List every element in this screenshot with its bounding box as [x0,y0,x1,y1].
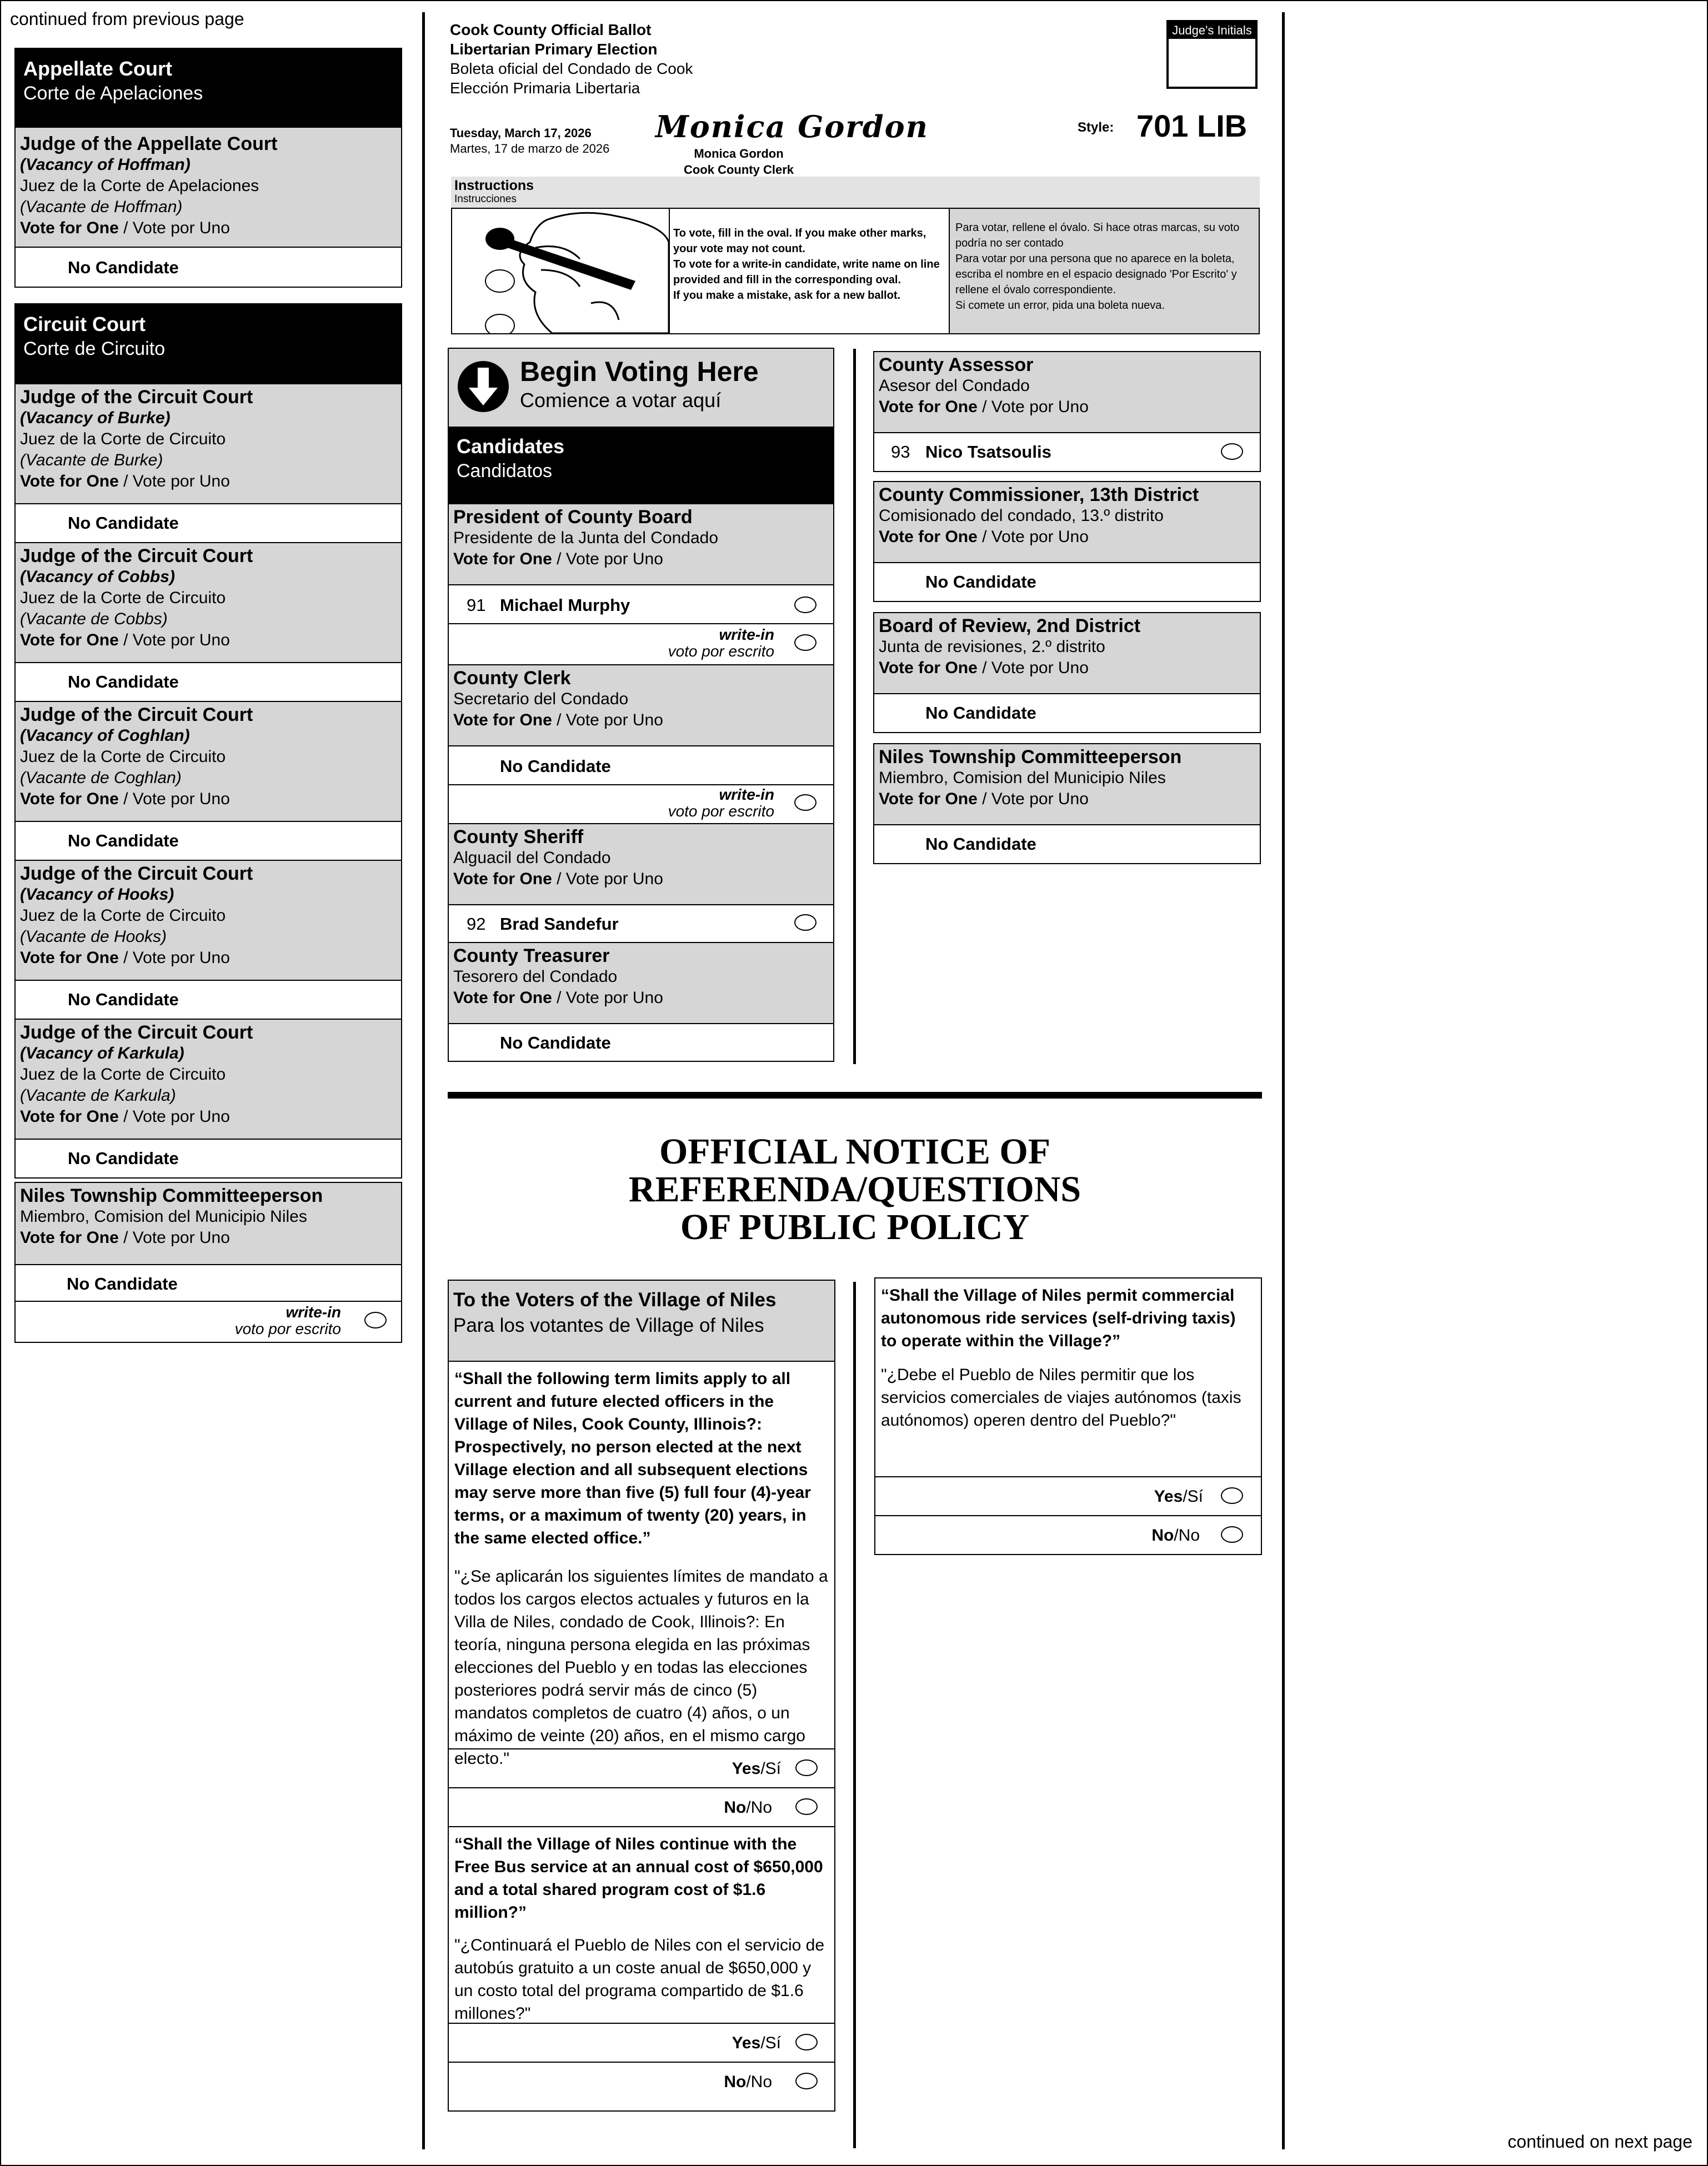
race-title-es: Miembro, Comision del Municipio Niles [20,1207,307,1226]
race-title-es: Alguacil del Condado [453,849,611,867]
race-title-es: Juez de la Corte de Circuito [20,430,226,448]
instruction-es-line: Para votar por una persona que no aparece en la boleta, escriba el nombre en el espacio designado 'Por Escrito' y rellene el óvalo correspondiente. [955,253,1237,296]
race-title-es: Secretario del Condado [453,690,629,708]
county-treasurer-race [448,943,834,1062]
vote-oval[interactable] [1221,1487,1243,1504]
race-title-es: Presidente de la Junta del Condado [453,529,719,547]
appellate-court-section [14,48,402,288]
race-vacancy-es: (Vacante de Hooks) [20,927,167,946]
race-spacer [873,602,1261,612]
instructions-en [673,225,951,303]
candidate-row [16,504,401,541]
circuit-race [14,384,402,543]
candidate-name: Brad Sandefur [500,914,619,934]
race-title: County Sheriff [453,826,584,848]
section-header [16,304,401,388]
clerk-name: Monica Gordon [694,147,784,161]
candidate-row [449,746,833,785]
race-title-es: Juez de la Corte de Circuito [20,748,226,766]
no-candidate-label: No Candidate [67,1274,178,1293]
instructions-es [949,209,1259,333]
race-title: Niles Township Committeeperson [879,746,1182,768]
race-header [16,128,401,248]
race-header [874,352,1260,433]
county-commissioner-race [873,481,1261,602]
candidate-row [874,694,1260,731]
question-2 [449,1826,834,2023]
column-divider [1282,12,1285,2149]
referenda-col3 [874,1277,1262,1555]
race-title-es: Juez de la Corte de Circuito [20,906,226,925]
race-title: Judge of the Circuit Court [20,863,253,884]
vote-oval[interactable] [1221,1526,1243,1543]
race-title-es: Juez de la Corte de Apelaciones [20,177,259,195]
no-option[interactable] [449,2062,834,2100]
vote-instruction: Vote for One / Vote por Uno [20,631,230,649]
vote-oval[interactable] [795,2073,818,2089]
vote-instruction: Vote for One / Vote por Uno [879,790,1089,808]
continued-on-label: continued on next page [1507,2132,1692,2152]
ballot-title: Cook County Official Ballot [450,21,652,38]
race-header [16,861,401,981]
yes-option[interactable] [449,2023,834,2062]
candidate-number: 93 [891,442,910,462]
race-title: Judge of the Circuit Court [20,545,253,566]
instruction-en-line: To vote, fill in the oval. If you make other marks, your vote may not count. [673,227,926,255]
referenda-divider [448,1092,1262,1099]
circuit-races [14,384,402,1179]
circuit-race [14,702,402,861]
race-title-es: Juez de la Corte de Circuito [20,589,226,607]
niles-township-race [873,743,1261,864]
section-title: Circuit Court [23,313,146,335]
race-header [16,384,401,504]
race-title: Judge of the Circuit Court [20,1022,253,1043]
circuit-race [14,543,402,702]
ballot-title-es: Boleta oficial del Condado de Cook [450,60,693,77]
race-title-es: Asesor del Condado [879,377,1030,395]
begin-voting-header [448,348,834,504]
referenda-heading-line: REFERENDA/QUESTIONS [628,1169,1081,1210]
yes-label: Yes/Sí [732,2034,781,2052]
question-text-en: “Shall the Village of Niles permit commercial autonomous ride services (self-driving taxis) to operate within the Village?” [881,1286,1236,1350]
to-voters-title: To the Voters of the Village of Niles [453,1289,777,1311]
section-title-es: Corte de Circuito [23,338,166,359]
county-assessor-race [873,351,1261,472]
race-title: County Treasurer [453,945,610,966]
vote-oval[interactable] [794,914,817,931]
circuit-race [14,861,402,1020]
race-title: County Clerk [453,668,571,689]
race-header [874,744,1260,825]
clerk-signature: Monica Gordon [655,109,929,144]
section-title-es: Corte de Apelaciones [23,83,203,104]
no-candidate-label: No Candidate [68,1149,179,1168]
no-label: No/No [724,1798,772,1817]
vote-instruction: Vote for One / Vote por Uno [879,659,1089,677]
style-value: 701 LIB [1136,108,1248,143]
col2-races [448,504,834,1062]
candidate-row [16,663,401,700]
vote-oval[interactable] [795,1759,818,1776]
date-es: Martes, 17 de marzo de 2026 [450,142,610,156]
yes-option[interactable] [875,1476,1261,1515]
race-vacancy-es: (Vacante de Karkula) [20,1086,176,1105]
continued-from-label: continued from previous page [10,9,244,29]
date-en: Tuesday, March 17, 2026 [450,126,592,140]
question-text-en: “Shall the following term limits apply to all current and future elected officers in the Village of Niles, Cook County, Illinois?: Prospectively, no person elected at the next Village election and all subsequent elections may serve more than five (5) full four (4)-year terms, or a maximum of twenty (20) years, in the same elected office.” [454,1370,811,1547]
instruction-en-line: If you make a mistake, ask for a new ballot. [673,289,901,302]
referenda-heading-line: OF PUBLIC POLICY [680,1207,1030,1247]
county-sheriff-race [448,824,834,943]
race-title: County Assessor [879,354,1034,375]
question-text-es: "¿Debe el Pueblo de Niles permitir que los servicios comerciales de viajes autónomos (taxis autónomos) operen dentro del Pueblo?" [881,1366,1241,1430]
county-clerk-race [448,665,834,824]
instruction-es-line: Para votar, rellene el óvalo. Si hace otras marcas, su voto podría no ser contado [955,222,1240,249]
yes-label: Yes/Sí [1154,1487,1203,1506]
race-title: County Commissioner, 13th District [879,484,1199,505]
race-spacer [873,472,1261,481]
instruction-en-line: To vote for a write-in candidate, write name on line provided and fill in the corresponding oval. [673,258,940,286]
vote-instruction: Vote for One / Vote por Uno [20,219,230,237]
referenda-voters-header [449,1281,834,1362]
race-vacancy-es: (Vacante de Burke) [20,451,163,469]
candidate-row [16,981,401,1017]
niles-township-race [14,1182,402,1343]
question-text-es: "¿Continuará el Pueblo de Niles con el servicio de autobús gratuito a un coste anual de $650,000 y un costo total del programa compartido de $1.6 millones?" [454,1936,825,2023]
vote-oval[interactable] [795,2034,818,2050]
no-candidate-label: No Candidate [500,756,611,776]
candidates-title-es: Candidatos [457,460,553,482]
judges-initials-label: Judge's Initials [1169,22,1255,39]
no-candidate-label: No Candidate [68,990,179,1009]
no-candidate-label: No Candidate [925,703,1036,723]
instructions-subtitle: Instrucciones [454,193,517,205]
race-vacancy: (Vacancy of Karkula) [20,1044,184,1062]
race-header [16,702,401,822]
board-of-review-race [873,612,1261,733]
race-title-es: Comisionado del condado, 13.º distrito [879,507,1164,525]
no-candidate-label: No Candidate [68,258,179,277]
no-label: No/No [1151,1526,1200,1545]
circuit-race [14,1020,402,1179]
race-header [874,613,1260,694]
race-header [16,1020,401,1140]
candidate-row [874,563,1260,600]
election-date [450,126,609,157]
race-header [16,543,401,663]
candidate-row[interactable] [449,905,833,941]
race-title: Board of Review, 2nd District [879,615,1141,636]
ballot-election-es: Elección Primaria Libertaria [450,79,640,97]
vote-instruction: Vote for One / Vote por Uno [453,989,663,1007]
instructions-panel [451,208,1260,334]
question-1 [449,1362,834,1768]
candidate-row [16,1140,401,1176]
section-title: Appellate Court [23,57,173,80]
begin-voting-title-es: Comience a votar aquí [520,389,722,412]
vote-oval[interactable] [364,1312,387,1328]
race-title-es: Miembro, Comision del Municipio Niles [879,769,1166,787]
race-title: Niles Township Committeeperson [20,1185,323,1206]
question-text-es: "¿Se aplicarán los siguientes límites de mandato a todos los cargos electos actuales y futuros en la Villa de Niles, condado de Cook, Illinois?: En teoría, ninguna persona elegida en las próximas elecciones del Pueblo y en todas las elecciones posteriores podrá servir más de cinco (5) mandatos completos de cuatro (4) años, o un máximo de veinte (20) años, en el mismo cargo electo." [454,1567,828,1768]
instruction-es-line: Si comete un error, pida una boleta nueva. [955,299,1165,312]
no-candidate-label: No Candidate [68,831,179,850]
question-text-en: “Shall the Village of Niles continue with the Free Bus service at an annual cost of $650,000 and a total shared program cost of $1.6 million?” [454,1835,823,1922]
ballot-title-block [450,20,693,98]
ballot-election: Libertarian Primary Election [450,41,658,58]
candidates-header [449,427,833,504]
judges-initials-box[interactable] [1166,20,1258,89]
race-title-es: Tesorero del Condado [453,967,618,986]
no-option[interactable] [875,1515,1261,1554]
write-in-row[interactable] [449,785,833,822]
vote-instruction: Vote for One / Vote por Uno [20,1229,230,1247]
no-candidate-label: No Candidate [68,513,179,533]
vote-instruction: Vote for One / Vote por Uno [879,528,1089,546]
instruction-illustration [452,209,670,333]
race-vacancy: (Vacancy of Burke) [20,409,171,427]
vote-instruction: Vote for One / Vote por Uno [20,790,230,808]
candidate-row[interactable] [874,433,1260,470]
referenda-heading [448,1133,1262,1246]
race-vacancy-es: (Vacante de Coghlan) [20,769,182,787]
race-vacancy-es: (Vacante de Hoffman) [20,198,183,216]
candidate-row [16,822,401,859]
candidate-row [16,248,401,287]
vote-instruction: Vote for One / Vote por Uno [879,398,1089,416]
vote-instruction: Vote for One / Vote por Uno [453,550,663,568]
no-option[interactable] [449,1787,834,1826]
yes-label: Yes/Sí [732,1759,781,1778]
race-title: Judge of the Appellate Court [20,133,278,154]
candidate-row [874,825,1260,862]
referenda-col2 [448,1280,835,2112]
vote-instruction: Vote for One / Vote por Uno [453,711,663,729]
candidate-row[interactable] [449,585,833,624]
race-title: Judge of the Circuit Court [20,704,253,725]
to-voters-title-es: Para los votantes de Village of Niles [453,1315,764,1336]
vote-oval[interactable] [1221,443,1243,460]
vote-oval[interactable] [794,634,817,651]
race-header [449,504,833,585]
write-in-label: write-in voto por escrito [668,626,774,660]
vote-oval[interactable] [795,1798,818,1815]
column-divider [853,1282,856,2148]
president-county-board-race [448,504,834,665]
down-arrow-icon [457,360,510,413]
yes-option[interactable] [449,1748,834,1787]
write-in-row[interactable] [16,1302,401,1341]
no-candidate-label: No Candidate [925,572,1036,591]
race-header [449,943,833,1024]
race-header [449,665,833,746]
race-title: President of County Board [453,507,693,528]
race-vacancy-es: (Vacante de Cobbs) [20,610,168,628]
clerk-title: Cook County Clerk [683,163,794,177]
no-label: No/No [724,2073,772,2091]
instructions-bar [451,177,1260,208]
no-candidate-label: No Candidate [925,834,1036,854]
race-spacer [873,733,1261,743]
vote-oval[interactable] [794,596,817,613]
column-divider [422,12,425,2149]
vote-oval[interactable] [794,794,817,811]
circuit-court-section [14,303,402,387]
vote-instruction: Vote for One / Vote por Uno [20,949,230,967]
col3-races [873,351,1261,864]
no-candidate-label: No Candidate [68,672,179,691]
section-header [16,49,401,128]
race-vacancy: (Vacancy of Cobbs) [20,568,175,586]
race-header [874,482,1260,563]
no-candidate-label: No Candidate [500,1033,611,1052]
vote-instruction: Vote for One / Vote por Uno [20,472,230,490]
race-vacancy: (Vacancy of Hoffman) [20,156,191,174]
candidate-name: Nico Tsatsoulis [925,442,1051,462]
race-title: Judge of the Circuit Court [20,387,253,408]
write-in-row[interactable] [449,624,833,663]
write-in-label: write-in voto por escrito [234,1303,341,1337]
vote-instruction: Vote for One / Vote por Uno [20,1107,230,1126]
candidate-number: 91 [467,595,486,615]
race-header [449,824,833,905]
clerk-block [667,146,811,178]
race-header [16,1183,401,1265]
race-title-es: Juez de la Corte de Circuito [20,1065,226,1084]
question-3 [875,1278,1261,1476]
pen-filling-oval-icon [452,209,669,333]
referenda-heading-line: OFFICIAL NOTICE OF [659,1131,1051,1172]
style-label: Style: [1078,120,1114,135]
write-in-label: write-in voto por escrito [668,786,774,820]
candidates-title: Candidates [457,435,565,458]
candidate-number: 92 [467,914,486,934]
begin-voting-title: Begin Voting Here [520,356,759,387]
candidate-name: Michael Murphy [500,595,630,615]
race-vacancy: (Vacancy of Coghlan) [20,726,190,745]
candidate-row [449,1024,833,1060]
race-vacancy: (Vacancy of Hooks) [20,885,174,904]
candidate-row [16,1265,401,1302]
vote-instruction: Vote for One / Vote por Uno [453,870,663,888]
race-title-es: Junta de revisiones, 2.º distrito [879,638,1105,656]
column-divider [853,349,856,1064]
instructions-title: Instructions [454,178,534,193]
